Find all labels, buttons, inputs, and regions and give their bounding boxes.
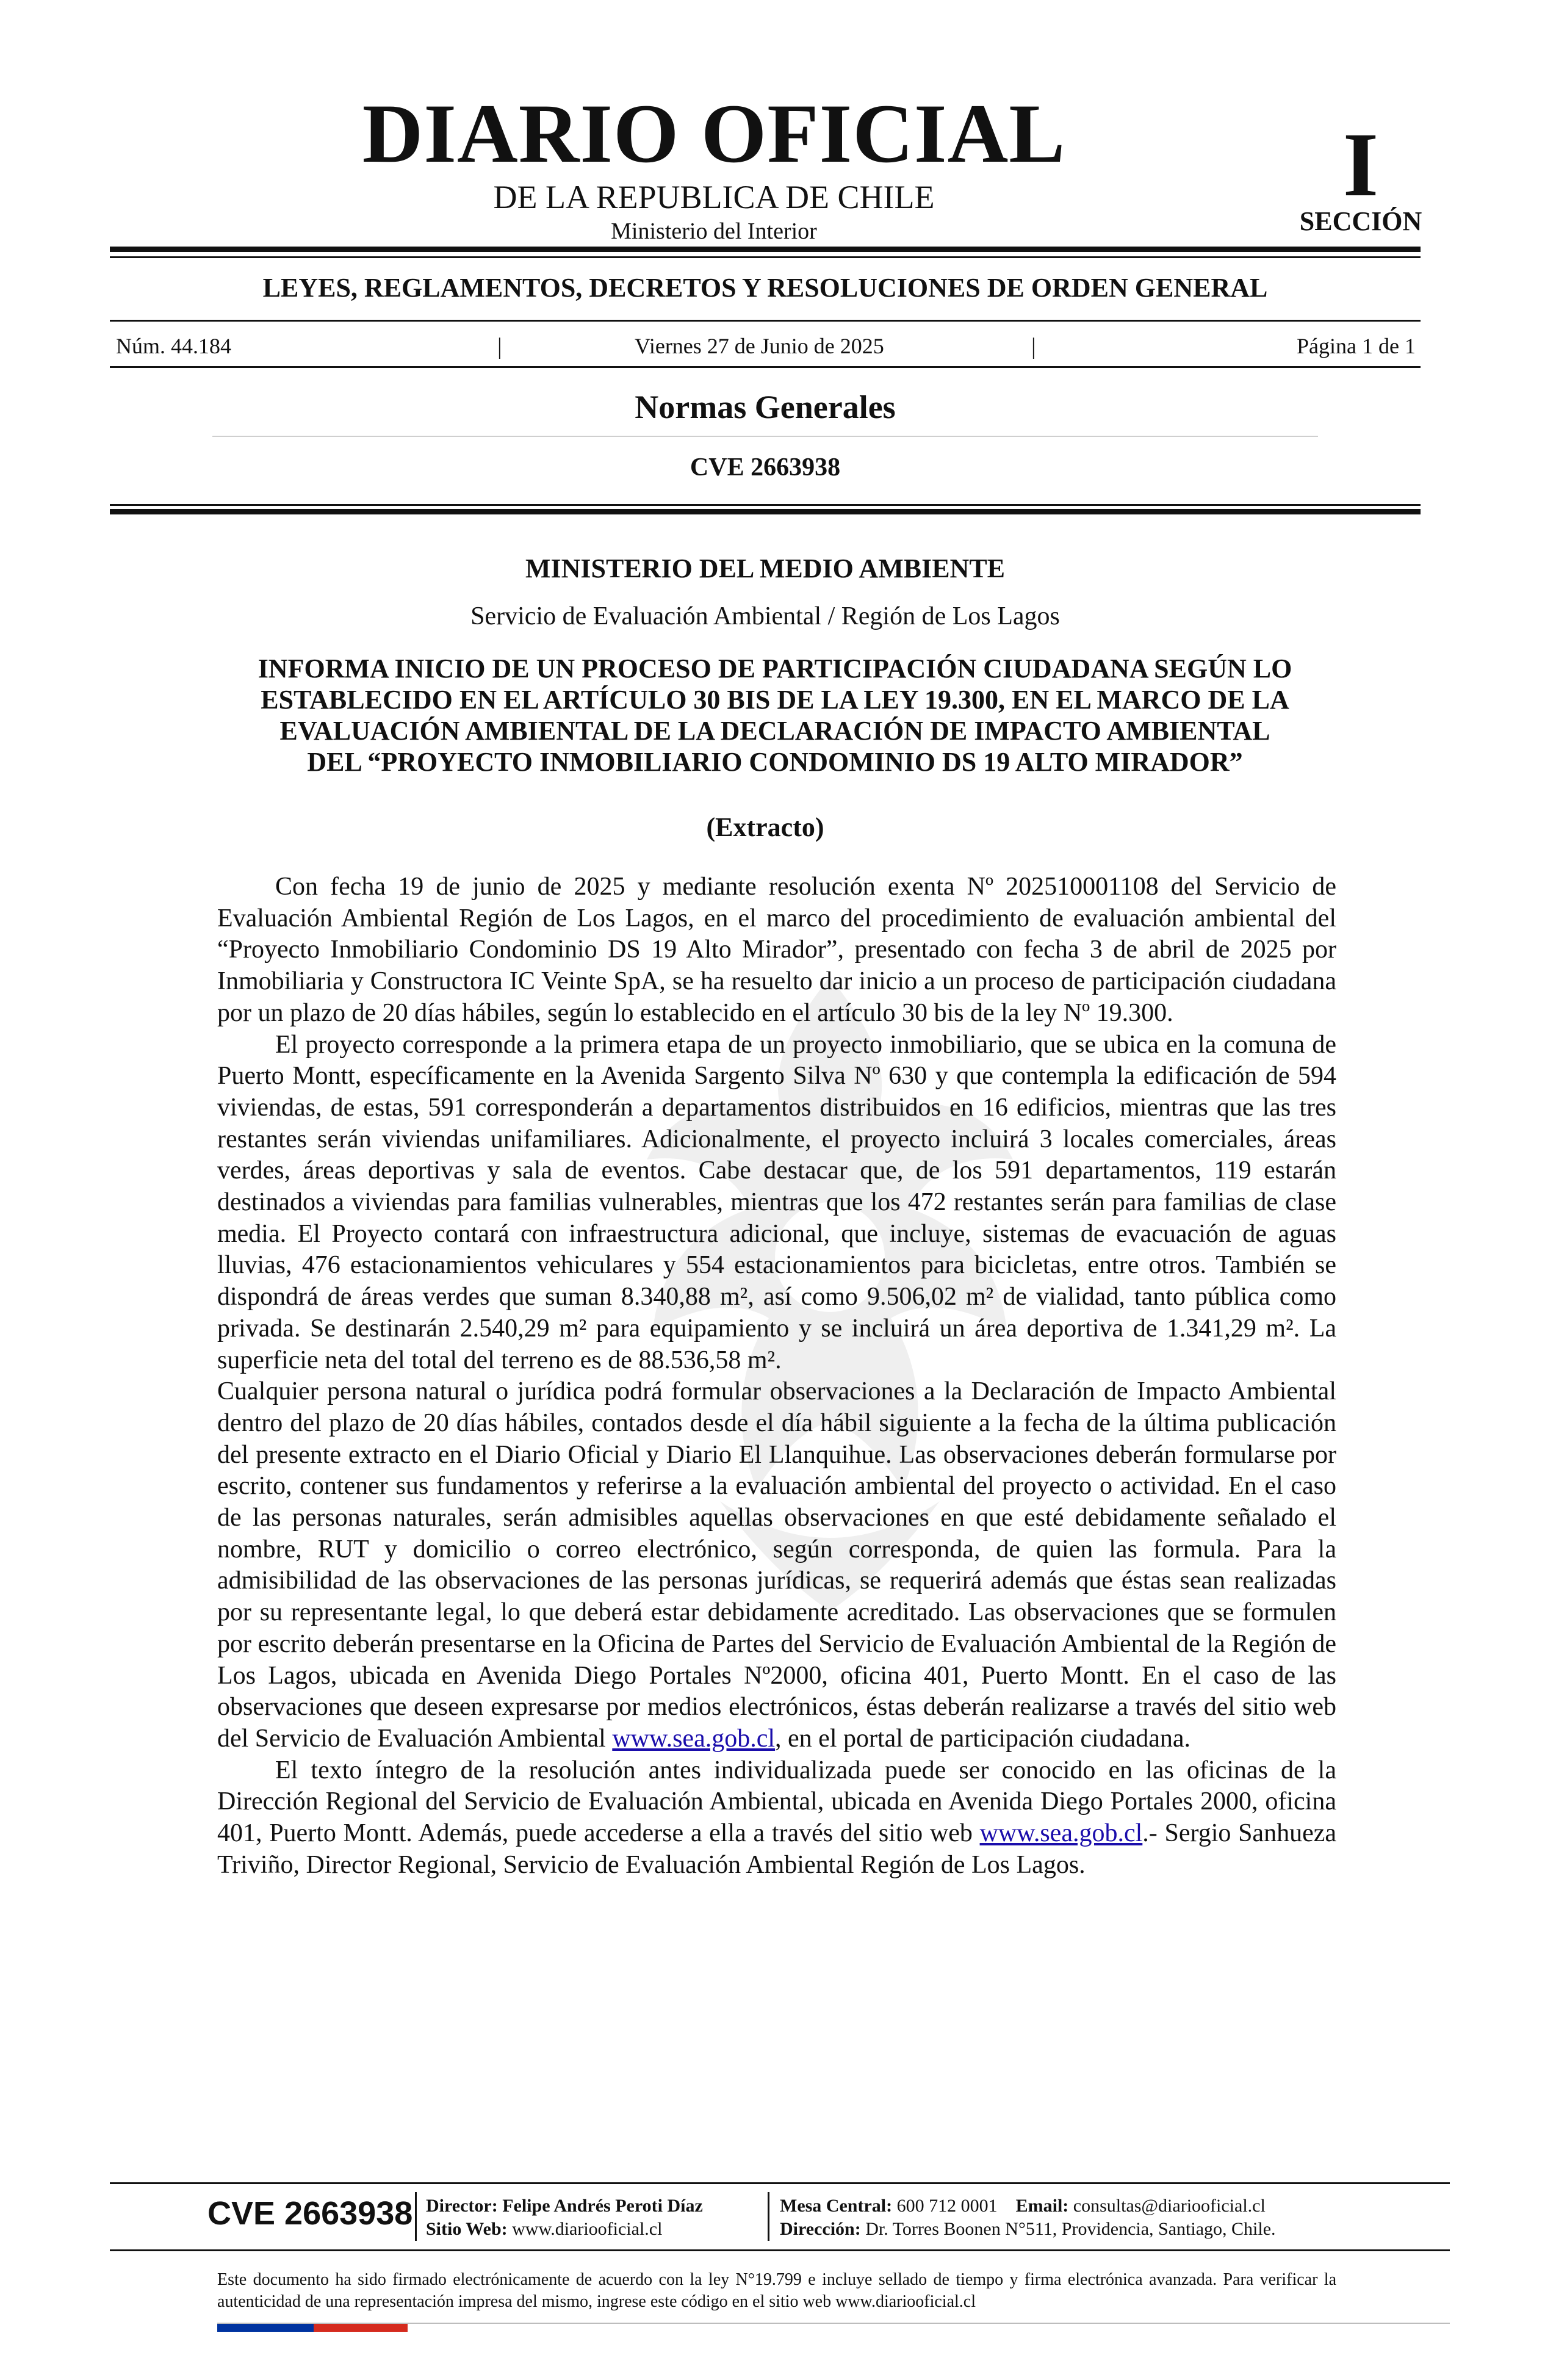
document-title-line: DEL “PROYECTO INMOBILIARIO CONDOMINIO DS 19 ALTO MIRADOR” [307,747,1243,777]
ministry-label: Ministerio del Interior [611,218,817,244]
paragraph-2: El proyecto corresponde a la primera etapa de un proyecto inmobiliario, que se ubica en la comuna de Puerto Montt, específicamente en la Avenida Sargento Silva Nº 630 y que contempla la edificación de 594 viviendas, de estas, 591 corresponderán a departamentos distribuidos en 16 edificios, mientras que las tres restantes serán viviendas unifamiliares. Adicionalmente, el proyecto incluirá 3 locales comerciales, áreas verdes, áreas deportivas y sala de eventos. Cabe destacar que, de los 591 departamentos, 119 estarán destinados a viviendas para familias vulnerables, mientras que los 472 restantes serán para familias de clase media. El Proyecto contará con infraestructura adicional, que incluye, sistemas de evacuación de aguas lluvias, 476 estacionamientos vehiculares y 554 estacionamientos para bicicletas, entre otros. También se dispondrá de áreas verdes que suman 8.340,88 m², así como 9.506,02 m² de vialidad, tanto pública como privada. Se destinarán 2.540,29 m² para equipamiento y se incluirá un área deportiva de 1.341,29 m². La superficie neta del total del terreno es de 88.536,58 m². [217,1030,1336,1374]
laws-rule [110,320,1421,322]
document-title [207,653,1342,777]
ministry-heading: MINISTERIO DEL MEDIO AMBIENTE [525,554,1006,583]
paragraph-4 [217,1755,1336,1881]
mesa-phone: 600 712 0001 [896,2196,998,2216]
footer-rule-bottom [110,2249,1450,2251]
cve-rule-thin [110,504,1421,506]
sea-website-link-2[interactable]: www.sea.gob.cl [979,1819,1143,1848]
footer-website[interactable]: www.diariooficial.cl [512,2219,663,2239]
issue-info-row [116,333,1416,364]
web-label: Sitio Web: [426,2219,508,2239]
document-body [217,871,1336,1881]
header-rule-top [110,247,1421,252]
footer-rule-top [110,2182,1450,2184]
footer-contact-block [780,2194,1276,2241]
footer-email[interactable]: consultas@diariooficial.cl [1073,2196,1266,2216]
cve-rule-thick [110,509,1421,514]
issue-separator-2: | [1031,334,1036,359]
sea-website-link[interactable]: www.sea.gob.cl [612,1724,776,1753]
director-name: Felipe Andrés Peroti Díaz [502,2196,703,2216]
footer-divider [415,2192,417,2241]
document-title-line: INFORMA INICIO DE UN PROCESO DE PARTICIPACIÓN CIUDADANA SEGÚN LO [258,654,1292,683]
header-rule-top-thin [110,256,1421,258]
issue-separator: | [497,334,502,359]
issue-date: Viernes 27 de Junio de 2025 [635,334,884,358]
document-title-line: ESTABLECIDO EN EL ARTÍCULO 30 BIS DE LA LEY 19.300, EN EL MARCO DE LA [261,685,1289,715]
footer-director-block [426,2194,703,2241]
newspaper-title: DIARIO OFICIAL [362,87,1066,180]
laws-line: LEYES, REGLAMENTOS, DECRETOS Y RESOLUCIONES DE ORDEN GENERAL [262,273,1268,303]
issue-rule [110,366,1421,368]
footer-divider-2 [768,2192,769,2241]
extract-label: (Extracto) [706,812,824,842]
footer-address: Dr. Torres Boonen N°511, Providencia, Santiago, Chile. [865,2219,1276,2239]
paragraph-3-end: , en el portal de participación ciudadana. [775,1724,1191,1753]
paragraph-3-text: Cualquier persona natural o jurídica podrá formular observaciones a la Declaración de Impacto Ambiental dentro del plazo de 20 días hábiles, contados desde el día hábil siguiente a la fecha de la última publicación del presente extracto en el Diario Oficial y Diario El Llanquihue. Las observaciones deberán formularse por escrito, contener sus fundamentos y referirse a la evaluación ambiental del proyecto o actividad. En el caso de las personas naturales, serán admisibles aquellas observaciones en que esté debidamente señalado el nombre, RUT y domicilio o correo electrónico, según corresponda, de quien las formula. Para la admisibilidad de las observaciones de las personas jurídicas, se requerirá además que éstas sean realizadas por su representante legal, lo que deberá estar debidamente acreditado. Las observaciones que se formulen por escrito deberán presentarse en la Oficina de Partes del Servicio de Evaluación Ambiental de la Región de Los Lagos, ubicada en Avenida Diego Portales Nº2000, oficina 401, Puerto Montt. En el caso de las observaciones que deseen expresarse por medios electrónicos, éstas deberán realizarse a través del sitio web del Servicio de Evaluación Ambiental [217,1377,1336,1753]
newspaper-subtitle: DE LA REPUBLICA DE CHILE [493,179,935,215]
page-number: Página 1 de 1 [1297,334,1416,358]
email-label: Email: [1015,2196,1069,2216]
document-title-line: EVALUACIÓN AMBIENTAL DE LA DECLARACIÓN DE IMPACTO AMBIENTAL [279,716,1270,746]
service-heading: Servicio de Evaluación Ambiental / Región de Los Lagos [470,602,1060,630]
section-label: SECCIÓN [1299,206,1422,236]
director-label: Director: [426,2196,498,2216]
flag-stripe-red [314,2324,408,2332]
footer-cve-code: CVE 2663938 [207,2195,413,2232]
section-marker [1281,114,1440,236]
paragraph-3 [217,1376,1336,1754]
mesa-label: Mesa Central: [780,2196,893,2216]
signature-disclaimer: Este documento ha sido firmado electrónicamente de acuerdo con la ley N°19.799 e incluye sellado de tiempo y firma electrónica avanzada. Para verificar la autenticidad de una representación impresa del mismo, ingrese este código en el sitio web www.diariooficial.cl [217,2270,1336,2311]
masthead [110,87,1318,244]
cve-code: CVE 2663938 [690,453,841,481]
direccion-label: Dirección: [780,2219,861,2239]
paragraph-4-end: .- Sergio Sanhueza Triviño, Director Regional, Servicio de Evaluación Ambiental Región de Los Lagos. [217,1819,1336,1879]
paragraph-4-text: El texto íntegro de la resolución antes individualizada puede ser conocido en las oficinas de la Dirección Regional del Servicio de Evaluación Ambiental, ubicada en Avenida Diego Portales 2000, oficina 401, Puerto Montt. Además, puede accederse a ella a través del sitio web [217,1756,1336,1848]
flag-stripe-blue [217,2324,314,2332]
issue-number: Núm. 44.184 [116,334,231,358]
paragraph-1: Con fecha 19 de junio de 2025 y mediante resolución exenta Nº 202510001108 del Servicio de Evaluación Ambiental Región de Los Lagos, en el marco del procedimiento de evaluación ambiental del “Proyecto Inmobiliario Condominio DS 19 Alto Mirador”, presentado con fecha 3 de abril de 2025 por Inmobiliaria y Constructora IC Veinte SpA, se ha resuelto dar inicio a un proceso de participación ciudadana por un plazo de 20 días hábiles, según lo establecido en el artículo 30 bis de la ley Nº 19.300. [217,873,1336,1027]
category-rule [212,436,1318,437]
category-heading: Normas Generales [635,389,896,425]
section-number: I [1342,114,1379,215]
